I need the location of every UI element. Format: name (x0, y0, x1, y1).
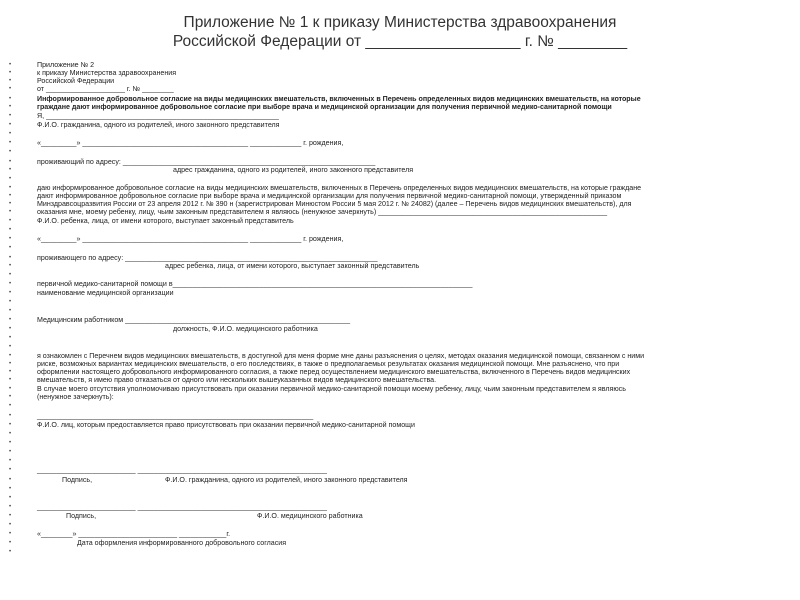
bullet-marker: • (9, 458, 12, 464)
form-line-i: Я, ___________________________________________________________ (37, 112, 279, 120)
form-line-fio-child: Ф.И.О. ребенка, лица, от имени которого, выступает законный представитель (37, 217, 294, 225)
bullet-marker: • (9, 335, 12, 341)
form-line-sign-label2: Подпись, (66, 512, 97, 520)
bullet-marker: • (9, 86, 12, 92)
bullet-marker: • (9, 78, 12, 84)
form-line-born2: «_________» __________________________________________ _____________ г. рождения, (37, 235, 344, 243)
form-line-addr-citizen: адрес гражданина, одного из родителей, иного законного представителя (173, 166, 414, 174)
bullet-marker: • (9, 299, 12, 305)
bullet-marker: • (9, 513, 12, 519)
bullet-marker: • (9, 353, 12, 359)
bullet-marker: • (9, 449, 12, 455)
form-line-addr-child: адрес ребенка, лица, от имени которого, выступает законный представитель (165, 262, 420, 270)
form-line-sign-fio2: Ф.И.О. медицинского работника (257, 512, 363, 520)
bullet-marker: • (9, 193, 12, 199)
form-line-informed3: оформлении настоящего добровольного информированного согласия, а также перед осуществлением медицинского вмешательства, включенного в Перечень видов медицинских (37, 368, 631, 376)
form-line-date-label: Дата оформления информированного добровольного согласия (77, 539, 287, 547)
bullet-marker: • (9, 185, 12, 191)
bullet-marker: • (9, 272, 12, 278)
bullet-marker: • (9, 245, 12, 251)
form-line-absence1: В случае моего отсутствия уполномочиваю присутствовать при оказании первичной медико-санитарной помощи моему ребенку, лицу, чьим законным представителем я являюсь (37, 385, 626, 393)
form-line-consent3: Минздравсоцразвития России от 23 апреля 2012 г. № 390 н (зарегистрирован Минюстом России 5 мая 2012 г. № 24082) (далее – Перечень видов медицинских вмешательств), для (37, 200, 632, 208)
bullet-marker: • (9, 317, 12, 323)
form-line-informed4: вмешательств, я имею право отказаться от одного или нескольких вышеуказанных видов медицинского вмешательства. (37, 376, 437, 384)
bullet-marker: • (9, 394, 12, 400)
slide-title-line-1: Приложение № 1 к приказу Министерства здравоохранения (183, 14, 617, 31)
form-line-absence2: (ненужное зачеркнуть): (37, 393, 114, 401)
form-line-org-name: наименование медицинской организации (37, 289, 174, 297)
bullet-marker: • (9, 113, 12, 119)
bullet-marker: • (9, 504, 12, 510)
bullet-marker: • (9, 495, 12, 501)
form-line-consent2: дают информированное добровольное согласие при выборе врача и медицинской организации для получения первичной медико-санитарной помощи, утвержденный приказом (37, 192, 622, 200)
bullet-marker: • (9, 531, 12, 537)
bullet-marker: • (9, 104, 12, 110)
form-line-fio-person: Ф.И.О. лиц, которым предоставляется право присутствовать при оказании первичной медико-санитарной помощи (37, 421, 415, 429)
bullet-marker: • (9, 209, 12, 215)
form-line-lives2: проживающего по адресу: ________________________________________________________________ (37, 254, 378, 262)
bullet-marker: • (9, 467, 12, 473)
bullet-marker: • (9, 62, 12, 68)
form-line-med-worker: Медицинским работником _________________________________________________________ (37, 316, 351, 324)
form-line-lives1: проживающий по адресу: ________________________________________________________________ (37, 158, 376, 166)
bullet-marker: • (9, 522, 12, 528)
bullet-marker: • (9, 218, 12, 224)
bullet-marker: • (9, 131, 12, 137)
form-line-informed2: риске, возможных вариантах медицинских вмешательств, о его последствиях, в также о предполагаемых результатах оказания медицинской помощи. Мне разъяснено, что при (37, 360, 620, 368)
bullet-marker: • (9, 422, 12, 428)
slide-title-line-2: Российской Федерации от __________________ г. № ________ (172, 33, 628, 50)
form-line-consent1: даю информированное добровольное согласие на виды медицинских вмешательств, включенных в Перечень определенных видов медицинских вмешательств, на которые граждане (37, 184, 642, 192)
bullet-marker: • (9, 96, 12, 102)
form-line-born1: «_________» __________________________________________ _____________ г. рождения, (37, 139, 344, 147)
bullet-marker: • (9, 255, 12, 261)
bullet-marker: • (9, 281, 12, 287)
bullet-marker: • (9, 140, 12, 146)
bullet-marker: • (9, 361, 12, 367)
bullet-marker: • (9, 70, 12, 76)
bullet-marker: • (9, 227, 12, 233)
bullet-marker: • (9, 236, 12, 242)
form-line-app2: Приложение № 2 (37, 61, 95, 69)
form-line-order: к приказу Министерства здравоохранения (37, 69, 177, 77)
bullet-marker: • (9, 201, 12, 207)
form-line-position: должность, Ф.И.О. медицинского работника (173, 325, 318, 333)
form-line-heading2: граждане дают информированное добровольное согласие при выборе врача и медицинской организации для получения первичной медико-санитарной помощи (37, 103, 612, 111)
bullet-marker: • (9, 549, 12, 555)
bullet-marker: • (9, 149, 12, 155)
form-line-rf: Российской Федерации (37, 77, 115, 85)
form-line-sign-line2: _________________________ ________________________________________________ (37, 503, 327, 511)
form-line-primary: первичной медико-санитарной помощи в____________________________________________________________________________ (37, 280, 473, 288)
form-line-heading1: Информированное добровольное согласие на виды медицинских вмешательств, включенных в Перечень определенных видов медицинских вмешательств, на которые (37, 95, 641, 103)
bullet-marker: • (9, 122, 12, 128)
bullet-marker: • (9, 159, 12, 165)
bullet-marker: • (9, 413, 12, 419)
form-line-sign-line1: _________________________ ________________________________________________ (37, 466, 327, 474)
form-line-consent4: оказания мне, моему ребенку, лицу, чьим законным представителем я являюсь (ненужное зачеркнуть) __________________________________________________________ (37, 208, 608, 216)
bullet-marker: • (9, 176, 12, 182)
bullet-marker: • (9, 326, 12, 332)
bullet-marker: • (9, 167, 12, 173)
form-line-informed1: я ознакомлен с Перечнем видов медицинских вмешательств, в доступной для меня форме мне даны разъяснения о целях, методах оказания медицинской помощи, связанном с ними (37, 352, 645, 360)
bullet-marker: • (9, 290, 12, 296)
form-line-blank-line: ______________________________________________________________________ (37, 412, 314, 420)
form-line-from-no: от ____________________ г. № ________ (37, 85, 174, 93)
form-line-fio-citizen: Ф.И.О. гражданина, одного из родителей, иного законного представителя (37, 121, 280, 129)
bullet-marker: • (9, 344, 12, 350)
bullet-marker: • (9, 440, 12, 446)
bullet-marker: • (9, 369, 12, 375)
bullet-marker: • (9, 540, 12, 546)
bullet-marker: • (9, 263, 12, 269)
form-line-date-line: «________» _________________________ ____________г. (37, 530, 231, 538)
bullet-marker: • (9, 486, 12, 492)
bullet-marker: • (9, 431, 12, 437)
bullet-marker: • (9, 386, 12, 392)
form-line-sign-fio1: Ф.И.О. гражданина, одного из родителей, иного законного представителя (165, 476, 408, 484)
bullet-marker: • (9, 403, 12, 409)
bullet-marker: • (9, 477, 12, 483)
bullet-marker: • (9, 377, 12, 383)
bullet-marker: • (9, 308, 12, 314)
form-line-sign-label1: Подпись, (62, 476, 93, 484)
